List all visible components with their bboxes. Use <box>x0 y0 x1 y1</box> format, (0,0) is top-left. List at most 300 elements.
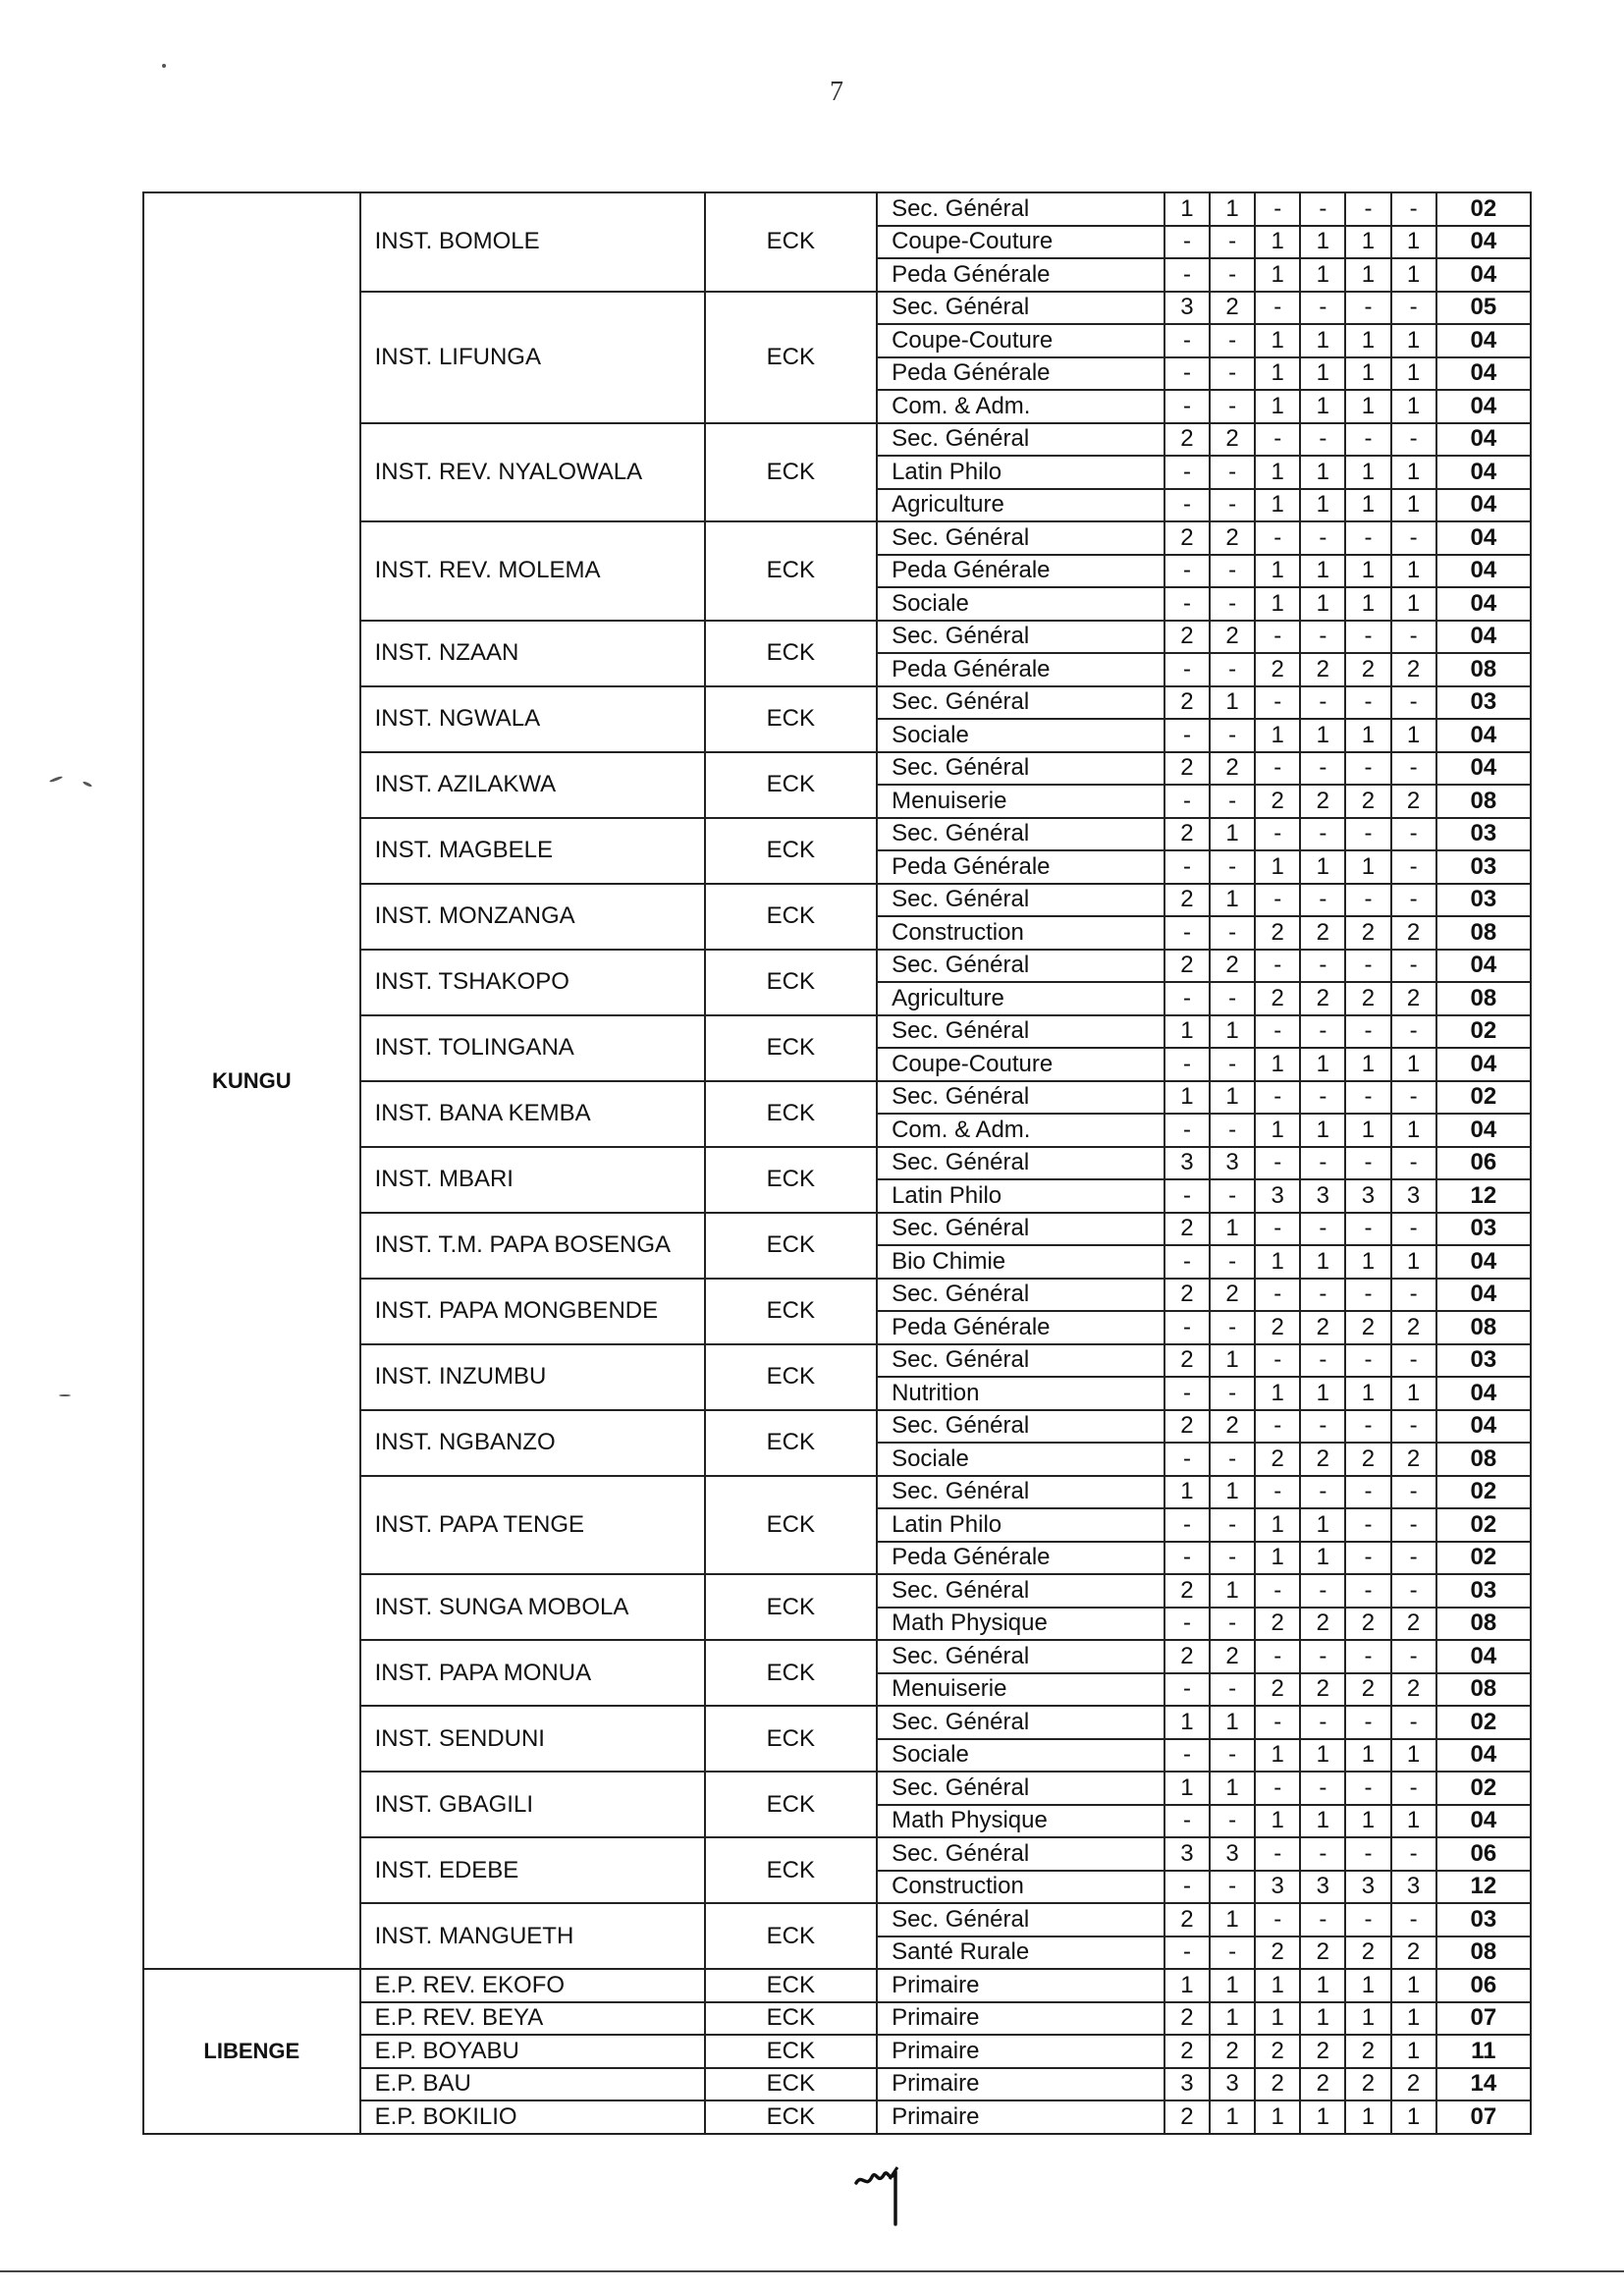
count-cell: - <box>1300 1903 1345 1936</box>
count-cell: 1 <box>1210 884 1255 917</box>
section-name: Sociale <box>877 719 1164 752</box>
count-cell: - <box>1255 1706 1300 1739</box>
count-cell: 1 <box>1300 1245 1345 1279</box>
total-cell: 05 <box>1436 292 1531 325</box>
count-cell: - <box>1210 357 1255 391</box>
count-cell: 1 <box>1300 1377 1345 1410</box>
count-cell: 1 <box>1345 555 1390 588</box>
total-cell: 08 <box>1436 785 1531 818</box>
count-cell: 1 <box>1255 258 1300 292</box>
section-name: Sec. Général <box>877 884 1164 917</box>
count-cell: 1 <box>1391 357 1436 391</box>
scan-mark <box>59 1394 71 1396</box>
count-cell: 1 <box>1210 818 1255 851</box>
total-cell: 04 <box>1436 555 1531 588</box>
count-cell: - <box>1164 1542 1210 1575</box>
section-name: Sociale <box>877 587 1164 621</box>
count-cell: 2 <box>1164 950 1210 983</box>
management-code: ECK <box>705 1969 877 2002</box>
management-code: ECK <box>705 2100 877 2134</box>
count-cell: 1 <box>1255 587 1300 621</box>
management-code: ECK <box>705 818 877 884</box>
count-cell: - <box>1164 1805 1210 1838</box>
count-cell: 1 <box>1391 1805 1436 1838</box>
count-cell: 2 <box>1255 785 1300 818</box>
count-cell: 3 <box>1345 1871 1390 1904</box>
count-cell: 2 <box>1255 1673 1300 1707</box>
count-cell: 2 <box>1164 621 1210 654</box>
count-cell: - <box>1345 1213 1390 1246</box>
count-cell: 2 <box>1391 785 1436 818</box>
section-name: Sec. Général <box>877 1147 1164 1180</box>
count-cell: 3 <box>1164 1147 1210 1180</box>
count-cell: - <box>1210 850 1255 884</box>
total-cell: 02 <box>1436 1081 1531 1115</box>
section-name: Sec. Général <box>877 1279 1164 1312</box>
section-name: Sec. Général <box>877 1574 1164 1608</box>
count-cell: 3 <box>1300 1871 1345 1904</box>
count-cell: 1 <box>1210 1476 1255 1509</box>
count-cell: 2 <box>1300 1311 1345 1344</box>
school-name: INST. REV. NYALOWALA <box>360 423 705 522</box>
count-cell: 2 <box>1300 916 1345 950</box>
management-code: ECK <box>705 2002 877 2036</box>
count-cell: - <box>1164 1508 1210 1542</box>
bottom-rule <box>0 2270 1624 2272</box>
count-cell: 1 <box>1164 192 1210 226</box>
count-cell: - <box>1210 1739 1255 1773</box>
count-cell: - <box>1391 423 1436 457</box>
count-cell: - <box>1255 521 1300 555</box>
count-cell: - <box>1164 653 1210 686</box>
count-cell: 3 <box>1345 1179 1390 1213</box>
count-cell: - <box>1300 1476 1345 1509</box>
count-cell: 1 <box>1300 2100 1345 2134</box>
count-cell: - <box>1300 752 1345 786</box>
count-cell: 2 <box>1391 1311 1436 1344</box>
count-cell: - <box>1391 884 1436 917</box>
table-row <box>143 192 1531 226</box>
section-name: Agriculture <box>877 489 1164 522</box>
total-cell: 04 <box>1436 1114 1531 1147</box>
count-cell: 1 <box>1300 456 1345 489</box>
count-cell: 2 <box>1164 1279 1210 1312</box>
count-cell: - <box>1255 1279 1300 1312</box>
count-cell: 2 <box>1255 2068 1300 2101</box>
count-cell: - <box>1164 1311 1210 1344</box>
count-cell: 1 <box>1210 1903 1255 1936</box>
count-cell: 2 <box>1391 982 1436 1015</box>
count-cell: 1 <box>1255 1048 1300 1081</box>
count-cell: 1 <box>1300 2002 1345 2036</box>
count-cell: 2 <box>1164 1344 1210 1378</box>
count-cell: 3 <box>1391 1179 1436 1213</box>
management-code: ECK <box>705 1410 877 1476</box>
section-name: Sec. Général <box>877 1410 1164 1444</box>
count-cell: 1 <box>1345 258 1390 292</box>
count-cell: - <box>1255 950 1300 983</box>
total-cell: 03 <box>1436 1903 1531 1936</box>
table-body <box>143 192 1531 2134</box>
count-cell: - <box>1391 752 1436 786</box>
count-cell: - <box>1300 1213 1345 1246</box>
count-cell: 1 <box>1255 1245 1300 1279</box>
count-cell: 1 <box>1300 1048 1345 1081</box>
count-cell: 2 <box>1300 1936 1345 1970</box>
count-cell: 2 <box>1164 2035 1210 2068</box>
school-name: E.P. BOKILIO <box>360 2100 705 2134</box>
section-name: Com. & Adm. <box>877 1114 1164 1147</box>
count-cell: 2 <box>1345 2035 1390 2068</box>
count-cell: 1 <box>1391 489 1436 522</box>
count-cell: 1 <box>1255 2002 1300 2036</box>
count-cell: - <box>1391 292 1436 325</box>
section-name: Peda Générale <box>877 850 1164 884</box>
section-name: Sec. Général <box>877 950 1164 983</box>
count-cell: - <box>1345 521 1390 555</box>
count-cell: 2 <box>1345 1673 1390 1707</box>
count-cell: 1 <box>1255 719 1300 752</box>
management-code: ECK <box>705 752 877 818</box>
count-cell: 1 <box>1300 1739 1345 1773</box>
count-cell: 2 <box>1345 785 1390 818</box>
scan-mark <box>49 776 63 784</box>
total-cell: 04 <box>1436 489 1531 522</box>
count-cell: - <box>1391 1508 1436 1542</box>
count-cell: - <box>1345 1542 1390 1575</box>
total-cell: 04 <box>1436 1377 1531 1410</box>
count-cell: - <box>1164 982 1210 1015</box>
count-cell: - <box>1210 916 1255 950</box>
section-name: Com. & Adm. <box>877 390 1164 423</box>
count-cell: 1 <box>1391 390 1436 423</box>
count-cell: - <box>1345 1344 1390 1378</box>
count-cell: - <box>1210 719 1255 752</box>
management-code: ECK <box>705 423 877 522</box>
count-cell: - <box>1164 1114 1210 1147</box>
count-cell: - <box>1300 423 1345 457</box>
management-code: ECK <box>705 686 877 752</box>
total-cell: 08 <box>1436 916 1531 950</box>
count-cell: 1 <box>1345 719 1390 752</box>
count-cell: - <box>1210 1114 1255 1147</box>
section-name: Primaire <box>877 2068 1164 2101</box>
count-cell: 1 <box>1210 2002 1255 2036</box>
total-cell: 04 <box>1436 587 1531 621</box>
total-cell: 06 <box>1436 1147 1531 1180</box>
count-cell: 2 <box>1300 1443 1345 1476</box>
total-cell: 04 <box>1436 423 1531 457</box>
count-cell: - <box>1345 1410 1390 1444</box>
count-cell: - <box>1345 884 1390 917</box>
count-cell: 1 <box>1210 1772 1255 1805</box>
count-cell: 1 <box>1300 555 1345 588</box>
count-cell: - <box>1391 1213 1436 1246</box>
count-cell: - <box>1345 1772 1390 1805</box>
count-cell: - <box>1345 950 1390 983</box>
management-code: ECK <box>705 1213 877 1279</box>
count-cell: 1 <box>1391 2035 1436 2068</box>
total-cell: 08 <box>1436 1608 1531 1641</box>
count-cell: 1 <box>1255 357 1300 391</box>
count-cell: - <box>1391 1147 1436 1180</box>
count-cell: - <box>1210 324 1255 357</box>
count-cell: 2 <box>1300 2035 1345 2068</box>
count-cell: - <box>1164 719 1210 752</box>
count-cell: 3 <box>1164 1837 1210 1871</box>
count-cell: 1 <box>1210 1081 1255 1115</box>
count-cell: 2 <box>1345 916 1390 950</box>
section-name: Construction <box>877 916 1164 950</box>
count-cell: - <box>1210 456 1255 489</box>
count-cell: - <box>1255 423 1300 457</box>
count-cell: 1 <box>1164 1772 1210 1805</box>
section-name: Peda Générale <box>877 555 1164 588</box>
total-cell: 06 <box>1436 1837 1531 1871</box>
count-cell: 1 <box>1391 1739 1436 1773</box>
count-cell: - <box>1255 686 1300 720</box>
management-code: ECK <box>705 950 877 1015</box>
count-cell: 3 <box>1164 2068 1210 2101</box>
management-code: ECK <box>705 884 877 950</box>
count-cell: - <box>1391 1542 1436 1575</box>
school-allocation-table <box>142 191 1532 2135</box>
count-cell: 2 <box>1210 1279 1255 1312</box>
total-cell: 04 <box>1436 1805 1531 1838</box>
total-cell: 08 <box>1436 1936 1531 1970</box>
management-code: ECK <box>705 1147 877 1213</box>
count-cell: 1 <box>1255 1377 1300 1410</box>
count-cell: - <box>1164 1377 1210 1410</box>
count-cell: 1 <box>1345 357 1390 391</box>
count-cell: - <box>1300 1081 1345 1115</box>
total-cell: 03 <box>1436 884 1531 917</box>
count-cell: 2 <box>1255 653 1300 686</box>
count-cell: 2 <box>1164 752 1210 786</box>
count-cell: - <box>1300 950 1345 983</box>
count-cell: 2 <box>1210 752 1255 786</box>
count-cell: - <box>1164 1245 1210 1279</box>
section-name: Coupe-Couture <box>877 324 1164 357</box>
section-name: Sec. Général <box>877 686 1164 720</box>
section-name: Peda Générale <box>877 357 1164 391</box>
count-cell: 1 <box>1345 390 1390 423</box>
total-cell: 06 <box>1436 1969 1531 2002</box>
scan-mark <box>82 781 92 788</box>
section-name: Latin Philo <box>877 1179 1164 1213</box>
count-cell: 1 <box>1255 324 1300 357</box>
count-cell: 2 <box>1164 1640 1210 1673</box>
count-cell: 3 <box>1391 1871 1436 1904</box>
total-cell: 04 <box>1436 719 1531 752</box>
count-cell: - <box>1210 653 1255 686</box>
count-cell: - <box>1210 1542 1255 1575</box>
section-name: Peda Générale <box>877 1311 1164 1344</box>
count-cell: - <box>1345 423 1390 457</box>
count-cell: 1 <box>1391 324 1436 357</box>
count-cell: - <box>1164 1048 1210 1081</box>
count-cell: 1 <box>1300 489 1345 522</box>
count-cell: - <box>1300 818 1345 851</box>
count-cell: - <box>1300 1344 1345 1378</box>
section-name: Sec. Général <box>877 192 1164 226</box>
count-cell: - <box>1300 521 1345 555</box>
count-cell: 1 <box>1391 555 1436 588</box>
management-code: ECK <box>705 1574 877 1640</box>
count-cell: 1 <box>1391 258 1436 292</box>
count-cell: 2 <box>1391 2068 1436 2101</box>
section-name: Sec. Général <box>877 1903 1164 1936</box>
total-cell: 04 <box>1436 1640 1531 1673</box>
count-cell: 1 <box>1391 1969 1436 2002</box>
count-cell: - <box>1391 1344 1436 1378</box>
count-cell: - <box>1210 226 1255 259</box>
school-name: E.P. BOYABU <box>360 2035 705 2068</box>
total-cell: 14 <box>1436 2068 1531 2101</box>
section-name: Sec. Général <box>877 423 1164 457</box>
count-cell: - <box>1255 752 1300 786</box>
count-cell: 1 <box>1300 850 1345 884</box>
count-cell: 2 <box>1164 1574 1210 1608</box>
count-cell: 1 <box>1345 489 1390 522</box>
count-cell: - <box>1164 226 1210 259</box>
count-cell: 1 <box>1255 456 1300 489</box>
count-cell: 2 <box>1345 1608 1390 1641</box>
count-cell: 2 <box>1391 1608 1436 1641</box>
school-name: E.P. REV. BEYA <box>360 2002 705 2036</box>
section-name: Bio Chimie <box>877 1245 1164 1279</box>
count-cell: 2 <box>1164 818 1210 851</box>
school-name: INST. SUNGA MOBOLA <box>360 1574 705 1640</box>
count-cell: 1 <box>1210 192 1255 226</box>
count-cell: - <box>1255 1081 1300 1115</box>
count-cell: 2 <box>1300 2068 1345 2101</box>
total-cell: 03 <box>1436 686 1531 720</box>
count-cell: - <box>1391 1640 1436 1673</box>
school-name: INST. LIFUNGA <box>360 292 705 423</box>
count-cell: 1 <box>1345 1114 1390 1147</box>
total-cell: 04 <box>1436 521 1531 555</box>
count-cell: - <box>1164 1179 1210 1213</box>
section-name: Sec. Général <box>877 1476 1164 1509</box>
school-name: INST. BANA KEMBA <box>360 1081 705 1147</box>
total-cell: 03 <box>1436 1344 1531 1378</box>
count-cell: - <box>1255 192 1300 226</box>
management-code: ECK <box>705 1279 877 1344</box>
section-name: Sec. Général <box>877 1772 1164 1805</box>
section-name: Sec. Général <box>877 1213 1164 1246</box>
count-cell: - <box>1164 324 1210 357</box>
count-cell: - <box>1210 1673 1255 1707</box>
management-code: ECK <box>705 1706 877 1772</box>
section-name: Sociale <box>877 1443 1164 1476</box>
count-cell: 2 <box>1210 2035 1255 2068</box>
count-cell: 2 <box>1164 2100 1210 2134</box>
management-code: ECK <box>705 1081 877 1147</box>
section-name: Latin Philo <box>877 456 1164 489</box>
section-name: Sec. Général <box>877 752 1164 786</box>
count-cell: - <box>1391 1476 1436 1509</box>
total-cell: 04 <box>1436 1048 1531 1081</box>
count-cell: - <box>1345 1903 1390 1936</box>
school-name: INST. MBARI <box>360 1147 705 1213</box>
count-cell: 2 <box>1255 982 1300 1015</box>
count-cell: - <box>1164 785 1210 818</box>
count-cell: - <box>1255 1410 1300 1444</box>
count-cell: - <box>1300 1640 1345 1673</box>
count-cell: - <box>1300 1015 1345 1049</box>
count-cell: - <box>1391 850 1436 884</box>
count-cell: 2 <box>1210 950 1255 983</box>
count-cell: 2 <box>1345 2068 1390 2101</box>
count-cell: 2 <box>1210 621 1255 654</box>
count-cell: - <box>1210 1443 1255 1476</box>
count-cell: 2 <box>1255 1311 1300 1344</box>
management-code: ECK <box>705 1772 877 1837</box>
school-name: INST. INZUMBU <box>360 1344 705 1410</box>
count-cell: - <box>1255 292 1300 325</box>
count-cell: 2 <box>1164 1903 1210 1936</box>
count-cell: 1 <box>1300 226 1345 259</box>
count-cell: - <box>1255 1147 1300 1180</box>
school-name: INST. NGBANZO <box>360 1410 705 1476</box>
count-cell: 1 <box>1255 390 1300 423</box>
count-cell: - <box>1391 621 1436 654</box>
count-cell: - <box>1210 587 1255 621</box>
management-code: ECK <box>705 192 877 292</box>
school-name: INST. SENDUNI <box>360 1706 705 1772</box>
count-cell: - <box>1210 1311 1255 1344</box>
count-cell: - <box>1345 621 1390 654</box>
count-cell: - <box>1210 785 1255 818</box>
school-name: INST. REV. MOLEMA <box>360 521 705 621</box>
count-cell: - <box>1391 1015 1436 1049</box>
school-name: INST. MAGBELE <box>360 818 705 884</box>
count-cell: - <box>1300 192 1345 226</box>
count-cell: - <box>1210 489 1255 522</box>
count-cell: - <box>1255 1903 1300 1936</box>
count-cell: - <box>1345 1837 1390 1871</box>
total-cell: 03 <box>1436 850 1531 884</box>
total-cell: 04 <box>1436 1739 1531 1773</box>
count-cell: 1 <box>1164 1706 1210 1739</box>
count-cell: 1 <box>1345 1969 1390 2002</box>
count-cell: 1 <box>1255 1114 1300 1147</box>
count-cell: 1 <box>1300 1114 1345 1147</box>
count-cell: - <box>1391 1903 1436 1936</box>
section-name: Math Physique <box>877 1608 1164 1641</box>
total-cell: 04 <box>1436 357 1531 391</box>
count-cell: 1 <box>1210 686 1255 720</box>
count-cell: 1 <box>1255 1969 1300 2002</box>
count-cell: 2 <box>1210 1640 1255 1673</box>
count-cell: - <box>1255 621 1300 654</box>
count-cell: 2 <box>1300 1673 1345 1707</box>
count-cell: - <box>1210 1871 1255 1904</box>
section-name: Sec. Général <box>877 1344 1164 1378</box>
count-cell: 2 <box>1164 884 1210 917</box>
count-cell: - <box>1255 884 1300 917</box>
count-cell: 3 <box>1255 1871 1300 1904</box>
count-cell: 1 <box>1164 1081 1210 1115</box>
count-cell: - <box>1210 1048 1255 1081</box>
count-cell: 1 <box>1391 1048 1436 1081</box>
count-cell: 3 <box>1164 292 1210 325</box>
section-name: Sec. Général <box>877 1081 1164 1115</box>
count-cell: 1 <box>1300 1969 1345 2002</box>
total-cell: 08 <box>1436 1673 1531 1707</box>
school-name: INST. TOLINGANA <box>360 1015 705 1081</box>
